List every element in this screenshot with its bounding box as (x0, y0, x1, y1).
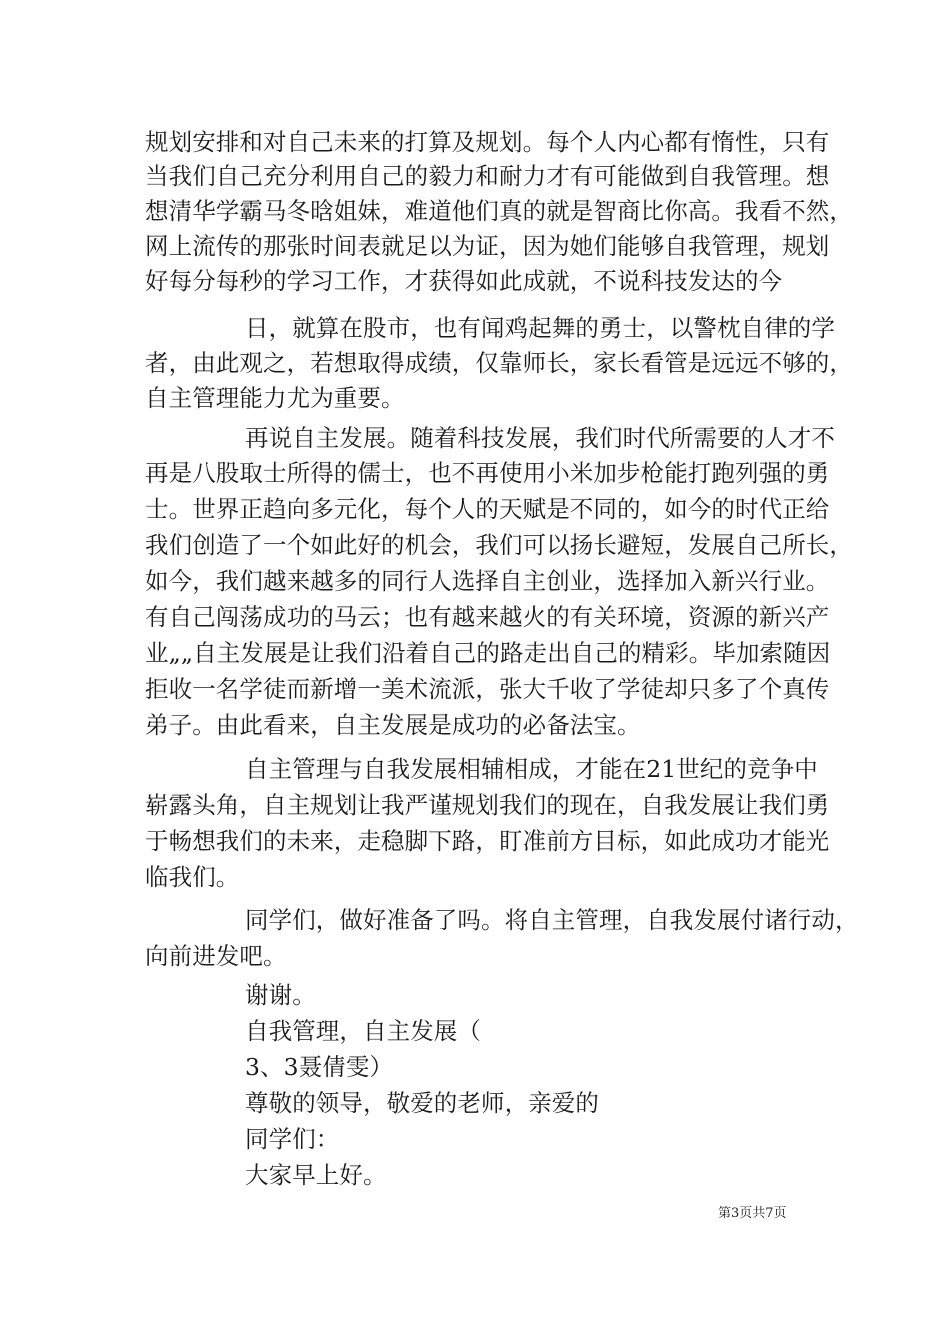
text-line: 弟子。由此看来，自主发展是成功的必备法宝。 (145, 711, 641, 739)
text-line: 自主管理与自我发展相辅相成，才能在21世纪的竞争中 (245, 755, 818, 783)
text-line: 者，由此观之，若想取得成绩，仅靠师长，家长看管是远远不够的， (145, 349, 853, 377)
text-line: 自我管理，自主发展（ (245, 1017, 481, 1045)
text-line: 好每分每秒的学习工作，才获得如此成就，不说科技发达的今 (145, 267, 783, 295)
text-line: 3、3聂倩雯） (245, 1053, 394, 1081)
text-line: 于畅想我们的未来，走稳脚下路，盯准前方目标，如此成功才能光 (145, 827, 830, 855)
text-line: 临我们。 (145, 863, 240, 891)
text-line: 谢谢。 (245, 981, 316, 1009)
text-line: 拒收一名学徒而新增一美术流派，张大千收了学徒却只多了个真传 (145, 675, 830, 703)
text-line: 当我们自己充分利用自己的毅力和耐力才有可能做到自我管理。想 (145, 162, 830, 190)
text-line: 如今，我们越来越多的同行人选择自主创业，选择加入新兴行业。 (145, 567, 830, 595)
text-line: 日，就算在股市，也有闻鸡起舞的勇士，以警枕自律的学 (245, 314, 835, 342)
text-line: 同学们： (245, 1125, 340, 1153)
text-line: 业„„自主发展是让我们沿着自己的路走出自己的精彩。毕加索随因 (145, 639, 831, 667)
text-line: 士。世界正趋向多元化，每个人的天赋是不同的，如今的时代正给 (145, 495, 830, 523)
text-line: 崭露头角，自主规划让我严谨规划我们的现在，自我发展让我们勇 (145, 791, 830, 819)
text-line: 同学们，做好准备了吗。将自主管理，自我发展付诸行动， (245, 906, 859, 934)
text-line: 向前进发吧。 (145, 942, 287, 970)
text-line: 再是八股取士所得的儒士，也不再使用小米加步枪能打跑列强的勇 (145, 459, 830, 487)
text-line: 想清华学霸马冬晗姐妹，难道他们真的就是智商比你高。我看不然， (145, 197, 853, 225)
text-line: 再说自主发展。随着科技发展，我们时代所需要的人才不 (245, 424, 835, 452)
text-line: 规划安排和对自己未来的打算及规划。每个人内心都有惰性，只有 (145, 128, 830, 156)
text-line: 自主管理能力尤为重要。 (145, 384, 405, 412)
text-line: 大家早上好。 (245, 1161, 387, 1189)
text-line: 有自己闯荡成功的马云；也有越来越火的有关环境，资源的新兴产 (145, 603, 830, 631)
page-number-footer: 第3页共7页 (718, 1206, 787, 1221)
text-line: 网上流传的那张时间表就足以为证，因为她们能够自我管理，规划 (145, 232, 830, 260)
text-line: 我们创造了一个如此好的机会，我们可以扬长避短，发展自己所长， (145, 531, 853, 559)
text-line: 尊敬的领导，敬爱的老师，亲爱的 (245, 1089, 599, 1117)
